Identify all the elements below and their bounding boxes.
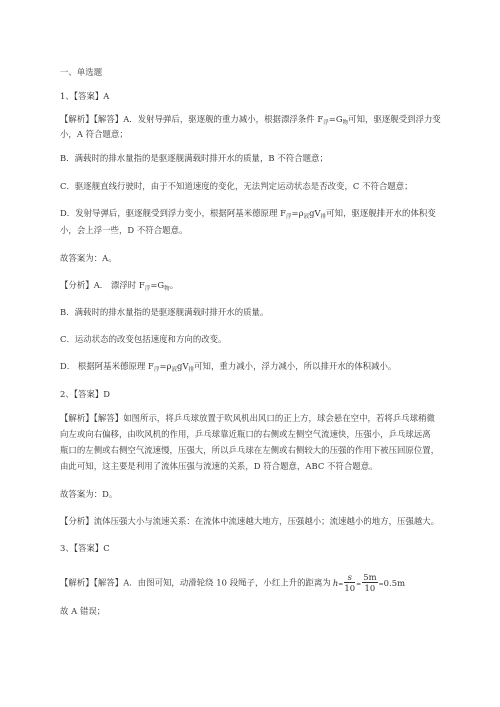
q1-fenxi-d: D． 根据阿基米德原理 $F_浮=\rho_液gV_排$可知，重力减小，浮力减小，所以排开水的体积减小。 — [60, 361, 397, 373]
q3-distance-formula: h= $\frac{s}{10}$ = $\frac{5m}{10}$ =0.5m — [332, 572, 406, 593]
q3-answer: 3、【答案】C — [60, 543, 110, 553]
q2-analysis-line4: 由此可知，这主要是利用了流体压强与流速的关系，D 符合题意，ABC 不符合题意。 — [60, 461, 378, 471]
q1-fenxi-b: B．满载时的排水量指的是驱逐舰满载时排开水的质量。 — [60, 307, 269, 317]
q1-analysis-d-line2: 小，会上浮一些，D 不符合题意。 — [60, 225, 188, 235]
q2-fenxi: 【分析】流体压强大小与流速关系：在流体中流速越大地方，压强越小；流速越小的地方，压强越大。 — [60, 516, 440, 526]
q1-analysis-a-line2: 小，A 符合题意； — [60, 129, 128, 139]
q2-conclusion: 故答案为：D。 — [60, 489, 118, 499]
section-title: 一、单选题 — [60, 67, 103, 77]
q1-fenxi-c: C．运动状态的改变包括速度和方向的改变。 — [60, 334, 227, 344]
q3-analysis-a: 【解析】【解答】A．由图可知，动滑轮绕 10 段绳子，小红上升的距离为 h= $\frac{s}{10}$ = $\frac{5m}{10}$ =0.5m — [60, 572, 406, 593]
q1-analysis-b: B．满载时的排水量指的是驱逐舰满载时排开水的质量，B 不符合题意； — [60, 153, 328, 163]
q2-analysis-line2: 向左或向右偏移，由吹风机的作用，乒乓球靠近瓶口的右侧或左侧空气流速快，压强小，乒乓球远离 — [60, 429, 431, 439]
q2-analysis-line3: 瓶口的左侧或右侧空气流速慢，压强大，所以乒乓球在左侧或右侧较大的压强的作用下被压回原位置， — [60, 445, 440, 455]
q2-answer: 2、【答案】D — [60, 389, 111, 399]
q1-analysis-a-line1: 【解析】【解答】A．发射导弹后，驱逐舰的重力减小，根据漂浮条件 $F_浮=G_物$可知，驱逐舰受到浮力变 — [60, 114, 441, 126]
q1-analysis-d-line1: D．发射导弹后，驱逐舰受到浮力变小，根据阿基米德原理 $F_浮=\rho_液gV_排$可知，驱逐舰排开水的体积变 — [60, 208, 436, 220]
q2-analysis-line1: 【解析】【解答】如图所示，将乒乓球放置于吹风机出风口的正上方，球会悬在空中，若将乒乓球稍微 — [60, 413, 435, 423]
q1-answer: 1、【答案】A — [60, 91, 110, 101]
q1-analysis-c: C．驱逐舰直线行驶时，由于不知道速度的变化，无法判定运动状态是否改变，C 不符合题意； — [60, 181, 413, 191]
q3-tail: 故 A 错误； — [60, 606, 106, 616]
q1-fenxi-a: 【分析】A． 漂浮时 $F_浮=G_物$。 — [60, 280, 179, 292]
q1-conclusion: 故答案为：A。 — [60, 253, 117, 263]
